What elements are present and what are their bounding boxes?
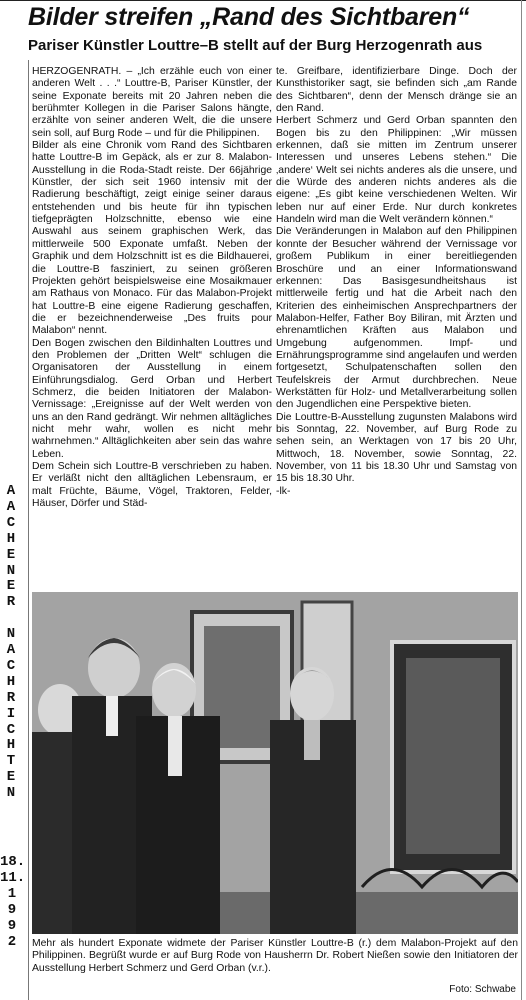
date-part: 9 [7, 901, 17, 918]
date-part: 9 [7, 917, 17, 934]
vertical-letter: C [6, 514, 16, 531]
paragraph: Die Louttre-B-Ausstellung zugunsten Malabons wird bis Sonntag, 22. November, auf Burg Rode zu sehen sein, an Werktagen von 17 bis 20 Uhr, Mittwoch, 18. November, sowie Sonntag, 22. November, von 11 bis 18.30 Uhr und Samstag von 15 bis 18.30 Uhr. [276, 411, 517, 485]
vertical-letter: E [6, 546, 16, 563]
vertical-letter: I [6, 705, 16, 722]
vertical-newspaper-name [3, 484, 19, 802]
left-border-rule [28, 60, 29, 1000]
paragraph: HERZOGENRATH. – „Ich erzähle euch von einer anderen Welt . . .“ Louttre-B, Pariser Künstler, der seine Exponate bereits mit 20 Jahren neben die berühmter Kollegen in die Pariser Salons hängte, erzählte von seiner anderen Welt, die die unsere sein soll, auf Burg Rode – und für die Philippinen. [32, 66, 272, 139]
vertical-spacer [3, 611, 19, 627]
paragraph: Die Veränderungen in Malabon auf den Philippinen konnte der Besucher während der Vernissage vor großem Publikum in einer bereitliegenden Broschüre und an einer Informationswand erkennen: Das Basisgesundheitshaus ist mittlerweile fertig und hat die Arbeit nach den Kriterien des einheimischen Ansprechpartners der Malabon-Helfer, Father Boy Biliran, mit Ärzten und ehrenamtlichen Kräften aus Malabon und Umgebung aufgenommen. Impf- und Ernährungsprogramme sind angelaufen und werden fortgesetzt, Schulpatenschaften sollen den Teufelskreis der Armut durchbrechen. Neue Werkstätten für Holz- und Metallverarbeitung sollen den Jugendlichen eine Perspektive bieten. [276, 226, 517, 411]
paragraph: Herbert Schmerz und Gerd Orban spannten den Bogen bis zu den Philippinen: „Wir müssen erkennen, daß sie mitten im Zentrum unserer Interessen und unseres Lebens stehen.“ Die ‚andere‘ Welt sei nichts anderes als die unsere, und die Würde des anderen nichts anderes als die eigene: „Es gibt keine verschiedenen Welten. Wir leben nur auf einer Erde. Nur durch konkretes Handeln wird man die Welt verändern können.“ [276, 115, 517, 226]
vertical-letter: N [6, 785, 16, 802]
paragraph: Bilder als eine Chronik vom Rand des Sichtbaren hatte Louttre-B im Gepäck, als er zur 8. Malabon-Ausstellung in die Roda-Stadt reiste. Der 66jährige Künstler, der sich seit 1960 intensiv mit der Radierung beschäftigt, zeigt einige seiner daraus entstehenden und bis heute für ihn typischen tiefgeprägten Holzschnitte, ebenso wie eine Auswahl aus seinem graphischen Werk, das mittlerweile 500 Exponate umfaßt. Neben der Graphik und dem Holzschnitt ist es die Bildhauerei, die Louttre-B fasziniert, zu seinen größeren Projekten gehört beispielsweise eine Mosaikmauer am Rathaus von Monaco. Für das Malabon-Projekt hat Louttre-B eine eigene Radierung geschaffen, die er bezeichnenderweise „Des fruits pour Malabon“ nennt. [32, 140, 272, 337]
article-column-1 [32, 66, 272, 510]
vertical-letter: R [6, 594, 16, 611]
vertical-letter: E [6, 769, 16, 786]
vertical-letter: C [6, 721, 16, 738]
headline: Bilder streifen „Rand des Sichtbaren“ [28, 3, 470, 31]
vertical-letter: E [6, 578, 16, 595]
vertical-letter: N [6, 626, 16, 643]
vertical-letter: H [6, 530, 16, 547]
paragraph: Den Bogen zwischen den Bildinhalten Louttres und den Problemen der „Dritten Welt“ schlugen die Organisatoren der Ausstellung in einem Einführungsdialog. Gerd Orban und Herbert Schmerz, die beiden Initiatoren der Malabon-Vernissage: „Ereignisse auf der Welt werden von uns an den Rand gedrängt. Wir nehmen alltägliches nicht mehr wahr, wollen es nicht mehr wahrnehmen.“ Alltäglichkeiten aber sein das wahre Leben. [32, 337, 272, 460]
vertical-letter: A [6, 498, 16, 515]
right-border-rule [521, 0, 522, 1000]
vertical-letter: N [6, 562, 16, 579]
date-part: 18. [0, 854, 26, 870]
top-rule [0, 0, 526, 1]
author-initials: -lk- [276, 485, 291, 497]
subheadline: Pariser Künstler Louttre–B stellt auf der Burg Herzogenrath aus [28, 37, 483, 54]
vertical-letter: C [6, 657, 16, 674]
vertical-date [0, 855, 24, 950]
photo-illustration [32, 592, 518, 934]
paragraph: Dem Schein sich Louttre-B verschrieben zu haben. Er verläßt nicht den alltäglichen Lebensraum, er malt Früchte, Bäume, Vögel, Traktoren, Felder, Häuser, Dörfer und Städ- [32, 461, 272, 510]
press-photo [32, 592, 518, 934]
date-part: 2 [7, 933, 17, 950]
vertical-letter: A [6, 642, 16, 659]
vertical-letter: A [6, 483, 16, 499]
article-column-2 [276, 66, 517, 498]
vertical-letter: T [6, 753, 16, 770]
vertical-letter: H [6, 737, 16, 754]
photo-caption: Mehr als hundert Exponate widmete der Pariser Künstler Louttre-B (r.) dem Malabon-Projekt auf den Philippinen. Begrüßt wurde er auf Burg Rode von Hausherrn Dr. Robert Nießen sowie den Initiatoren der Ausstellung Herbert Schmerz und Gerd Orban (v.r.). [32, 938, 518, 974]
date-part: 1 [7, 885, 17, 902]
date-part: 11. [0, 869, 26, 886]
vertical-letter: R [6, 689, 16, 706]
photo-credit: Foto: Schwabe [449, 984, 516, 995]
vertical-letter: H [6, 673, 16, 690]
paragraph: te. Greifbare, identifizierbare Dinge. Doch der Kunsthistoriker sagt, sie befinden sich „am Rande des Sichtbaren“, denn der Mensch dränge sie an den Rand. [276, 66, 517, 115]
